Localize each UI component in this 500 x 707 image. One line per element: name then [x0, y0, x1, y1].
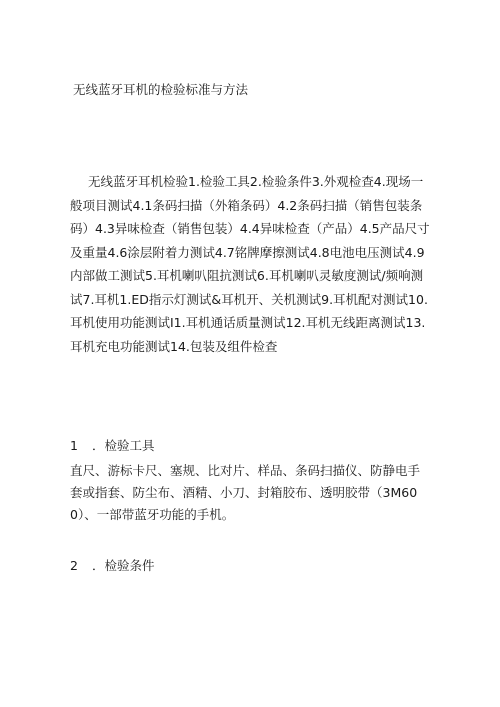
section-heading-2	[70, 557, 155, 575]
table-of-contents-paragraph: 无线蓝牙耳机检验1.检验工具2.检验条件3.外观检查4.现场一般项目测试4.1条码扫描（外箱条码）4.2条码扫描（销售包装条码）4.3异味检查（销售包装）4.4异味检查（产品）4.5产品尺寸及重量4.6涂层附着力测试4.7铭牌摩擦测试4.8电池电压测试4.9内部做工测试5.耳机喇叭阻抗测试6.耳机喇叭灵敏度测试/频响测试7.耳机1.ED指示灯测试&耳机开、关机测试9.耳机配对测试10.耳机使用功能测试I1.耳机通话质量测试12.耳机无线距离测试13.耳机充电功能测试14.包装及组件检查	[70, 174, 430, 354]
section-title: ．检验工具	[92, 438, 155, 453]
section-number: 2	[70, 558, 78, 573]
section-body-1: 直尺、游标卡尺、塞规、比对片、样品、条码扫描仪、防静电手套或指套、防尘布、酒精、小刀、封箱胶布、透明胶带（3M600）、一部带蓝牙功能的手机。	[70, 463, 421, 522]
section-title: ．检验条件	[92, 558, 155, 573]
document-title: 无线蓝牙耳机的检验标准与方法	[73, 82, 249, 97]
section-number: 1	[70, 438, 78, 453]
section-heading-1	[70, 437, 155, 455]
